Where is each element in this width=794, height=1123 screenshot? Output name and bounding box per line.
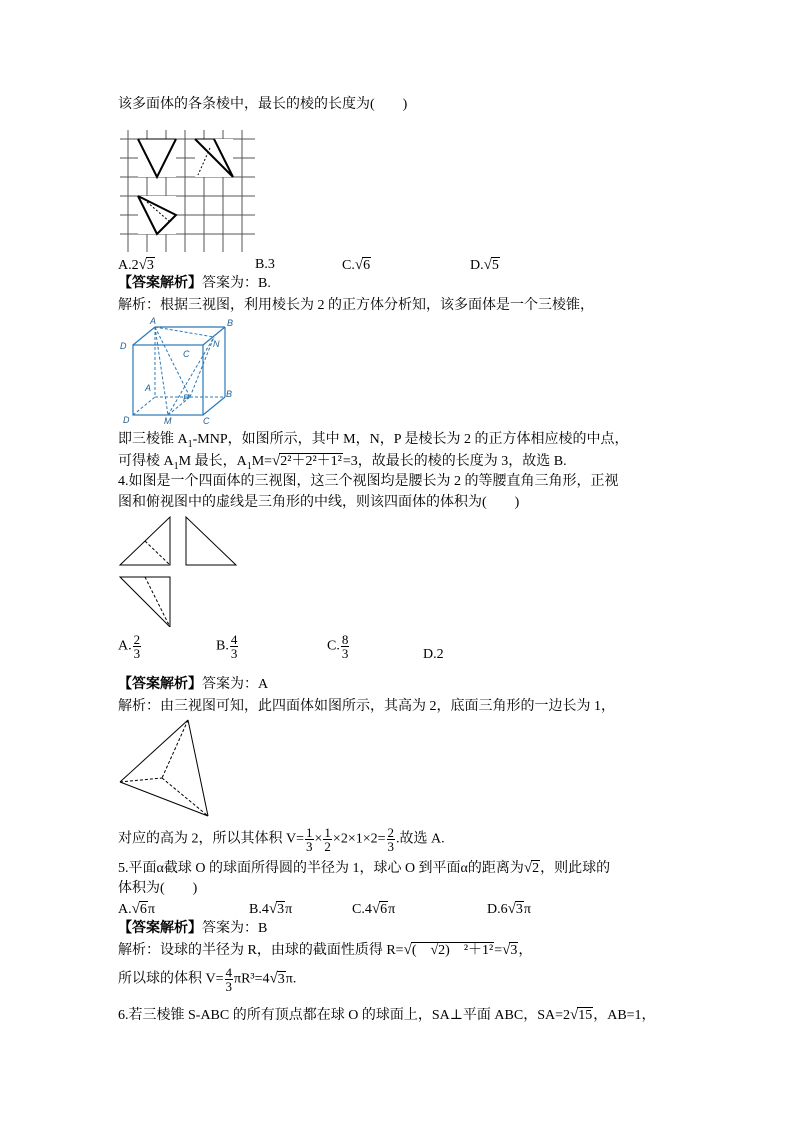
svg-text:D: D <box>120 341 127 351</box>
q5-volume-line: 所以球的体积 V= $\frac{4}{3}$ πR³=4√3π. <box>118 965 297 994</box>
svg-text:B: B <box>226 389 233 399</box>
q5-analysis: 解析：设球的半径为 R，由球的截面性质得 R=√( √2) ²＋1²=√3， <box>118 942 533 958</box>
q3-stem: 该多面体的各条棱中，最长的棱的长度为( ) <box>118 97 408 112</box>
q4-option-c: C. $\frac{8}{3}$ <box>327 632 349 661</box>
q6-stem: 6.若三棱锥 S-ABC 的所有顶点都在球 O 的球面上，SA⊥平面 ABC，SA=2√15，AB=1， <box>118 1007 656 1023</box>
svg-text:C: C <box>183 349 190 359</box>
q5-option-d: D.6√3π <box>487 901 531 917</box>
q3-line2: 可得棱 $A_1M$ 最长，$A_1M=√2^2+2^2+1^2=3$，故最长的棱的长度为 3，故选 B. <box>118 453 567 472</box>
q4-volume-line: 对应的高为 2，所以其体积 V= $\frac{1}{3}$ × $\frac{1}{2}$ ×2×1×2= $\frac{2}{3}$ .故选 A. <box>118 825 445 854</box>
q3-option-c: C.√6 <box>342 257 371 273</box>
svg-text:P: P <box>183 393 190 403</box>
svg-text:B: B <box>227 318 233 328</box>
q3-option-d: D.√5 <box>470 257 499 273</box>
cube-figure <box>117 315 233 427</box>
tetrahedron-figure <box>118 718 212 818</box>
q5-option-b: B.4√3π <box>249 901 293 917</box>
q4-stem-line1: 4.如图是一个四面体的三视图，这三个视图均是腰长为 2 的等腰直角三角形，正视 <box>118 474 619 489</box>
q4-option-a: A. $\frac{2}{3}$ <box>118 632 141 661</box>
q3-answer-line: 【答案解析】答案为：B. <box>118 276 271 291</box>
q4-three-view-figure <box>118 515 240 627</box>
q4-stem-line2: 图和俯视图中的虚线是三角形的中线，则该四面体的体积为( ) <box>118 495 520 510</box>
q4-option-d: D.2 <box>423 647 444 662</box>
q5-option-a: A.√6π <box>118 901 155 917</box>
q3-analysis: 解析：根据三视图，利用棱长为 2 的正方体分析知，该多面体是一个三棱锥， <box>118 298 594 313</box>
svg-text:N: N <box>213 339 220 349</box>
q4-option-b: B. $\frac{4}{3}$ <box>216 632 238 661</box>
svg-text:C: C <box>203 416 210 426</box>
q5-option-c: C.4√6π <box>352 901 396 917</box>
q5-stem-line1: 5.平面α截球 O 的球面所得圆的半径为 1，球心 O 到平面α的距离为√2，则此球的 <box>118 860 611 876</box>
q5-stem-line2: 体积为( ) <box>118 881 198 896</box>
three-view-grid-figure <box>120 130 255 252</box>
q3-option-a: A.2√3 <box>118 257 154 273</box>
q3-line1: 即三棱锥 $A_1$-MNP，如图所示，其中 M，N，P 是棱长为 2 的正方体相应棱的中点， <box>118 432 629 450</box>
q3-option-b: B.3 <box>255 257 275 272</box>
svg-text:A: A <box>150 316 157 326</box>
svg-text:M: M <box>164 416 172 426</box>
q4-answer-line: 【答案解析】答案为：A <box>118 677 269 692</box>
svg-text:D: D <box>123 415 130 425</box>
q5-answer-line: 【答案解析】答案为：B <box>118 921 268 936</box>
q4-analysis: 解析：由三视图可知，此四面体如图所示，其高为 2，底面三角形的一边长为 1， <box>118 699 615 714</box>
svg-text:A: A <box>145 383 152 393</box>
